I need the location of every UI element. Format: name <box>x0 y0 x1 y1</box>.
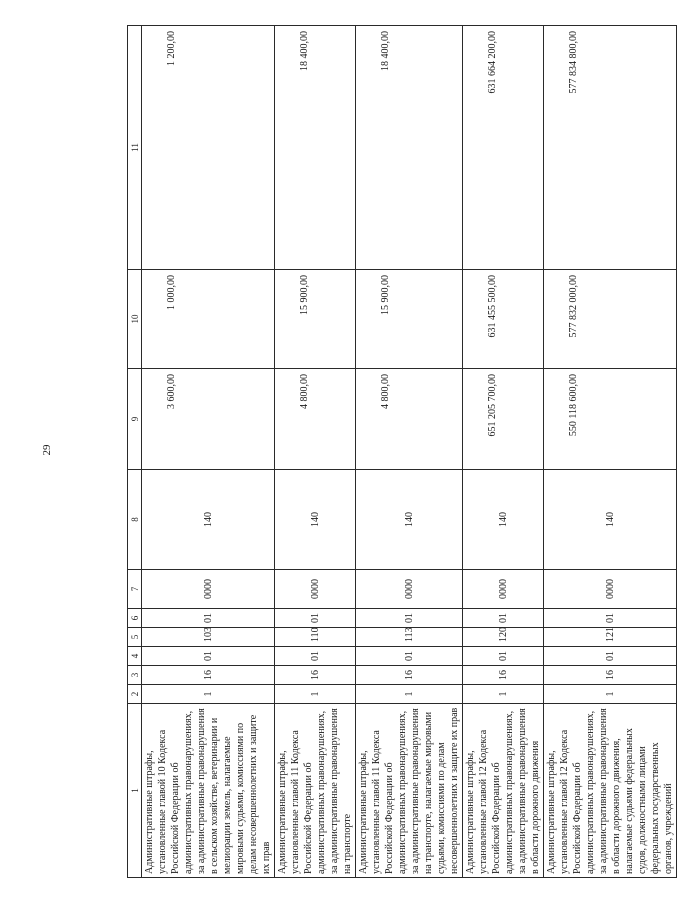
table-row <box>275 26 356 878</box>
amount-cell: 18 400,00 <box>356 26 463 270</box>
column-header: 4 <box>128 647 142 666</box>
table-body <box>142 26 677 878</box>
amount-cell: 4 800,00 <box>356 369 463 470</box>
code-cell: 113 <box>356 628 463 647</box>
row-description: Административные штрафы, установленные главой 12 Кодекса Российской Федерации об административных правонарушениях, за административные правонарушения в области дорожного движения <box>463 704 544 878</box>
code-cell: 1 <box>142 685 275 704</box>
column-header: 10 <box>128 270 142 369</box>
code-cell: 01 <box>544 609 677 628</box>
column-header: 9 <box>128 369 142 470</box>
column-header: 6 <box>128 609 142 628</box>
amount-cell: 1 200,00 <box>142 26 275 270</box>
code-cell: 1 <box>275 685 356 704</box>
code-cell: 140 <box>356 470 463 570</box>
code-cell: 140 <box>142 470 275 570</box>
code-cell: 01 <box>463 609 544 628</box>
code-cell: 16 <box>142 666 275 685</box>
code-cell: 1 <box>356 685 463 704</box>
amount-cell: 631 455 500,00 <box>463 270 544 369</box>
code-cell: 120 <box>463 628 544 647</box>
code-cell: 110 <box>275 628 356 647</box>
column-header: 11 <box>128 26 142 270</box>
code-cell: 16 <box>356 666 463 685</box>
amount-cell: 15 900,00 <box>275 270 356 369</box>
code-cell: 140 <box>463 470 544 570</box>
code-cell: 01 <box>142 647 275 666</box>
column-header: 8 <box>128 470 142 570</box>
table-row <box>142 26 275 878</box>
code-cell: 16 <box>544 666 677 685</box>
code-cell: 01 <box>544 647 677 666</box>
code-cell: 1 <box>544 685 677 704</box>
page-number: 29 <box>41 444 53 456</box>
code-cell: 0000 <box>142 570 275 609</box>
code-cell: 140 <box>275 470 356 570</box>
column-header: 2 <box>128 685 142 704</box>
code-cell: 0000 <box>544 570 677 609</box>
row-description: Административные штрафы, установленные главой 11 Кодекса Российской Федерации об административных правонарушениях, за административные правонарушения на транспорте, налагаемые мировыми судьями, комиссиями по делам несовершеннолетних и защите их прав <box>356 704 463 878</box>
code-cell: 01 <box>463 647 544 666</box>
amount-cell: 550 118 600,00 <box>544 369 677 470</box>
table-row <box>544 26 677 878</box>
code-cell: 01 <box>356 609 463 628</box>
row-description: Административные штрафы, установленные главой 12 Кодекса Российской Федерации об административных правонарушениях, за административные правонарушения в области дорожного движения, налагаемые судьями федеральных судов, должностными лицами федеральных государственных органов, учреждений <box>544 704 677 878</box>
code-cell: 121 <box>544 628 677 647</box>
column-header: 1 <box>128 704 142 878</box>
code-cell: 01 <box>142 609 275 628</box>
amount-cell: 651 205 700,00 <box>463 369 544 470</box>
code-cell: 01 <box>275 647 356 666</box>
amount-cell: 3 600,00 <box>142 369 275 470</box>
table-row <box>463 26 544 878</box>
code-cell: 1 <box>463 685 544 704</box>
code-cell: 01 <box>275 609 356 628</box>
amount-cell: 631 664 200,00 <box>463 26 544 270</box>
column-header: 5 <box>128 628 142 647</box>
row-description: Административные штрафы, установленные главой 10 Кодекса Российской Федерации об административных правонарушениях, за административные правонарушения в сельском хозяйстве, ветеринарии и мелиорации земель, налагаемые мировыми судьями, комиссиями по делам несовершеннолетних и защите их прав <box>142 704 275 878</box>
code-cell: 01 <box>356 647 463 666</box>
code-cell: 0000 <box>356 570 463 609</box>
code-cell: 103 <box>142 628 275 647</box>
column-header: 3 <box>128 666 142 685</box>
table-row <box>356 26 463 878</box>
amount-cell: 4 800,00 <box>275 369 356 470</box>
code-cell: 0000 <box>463 570 544 609</box>
header-row <box>128 26 142 878</box>
revenue-table <box>127 25 677 878</box>
rotated-table-frame <box>127 26 674 878</box>
amount-cell: 577 832 000,00 <box>544 270 677 369</box>
code-cell: 16 <box>463 666 544 685</box>
table-header <box>128 26 142 878</box>
amount-cell: 15 900,00 <box>356 270 463 369</box>
amount-cell: 1 000,00 <box>142 270 275 369</box>
row-description: Административные штрафы, установленные главой 11 Кодекса Российской Федерации об административных правонарушениях, за административные правонарушения на транспорте <box>275 704 356 878</box>
code-cell: 0000 <box>275 570 356 609</box>
column-header: 7 <box>128 570 142 609</box>
code-cell: 140 <box>544 470 677 570</box>
amount-cell: 18 400,00 <box>275 26 356 270</box>
code-cell: 16 <box>275 666 356 685</box>
amount-cell: 577 834 800,00 <box>544 26 677 270</box>
